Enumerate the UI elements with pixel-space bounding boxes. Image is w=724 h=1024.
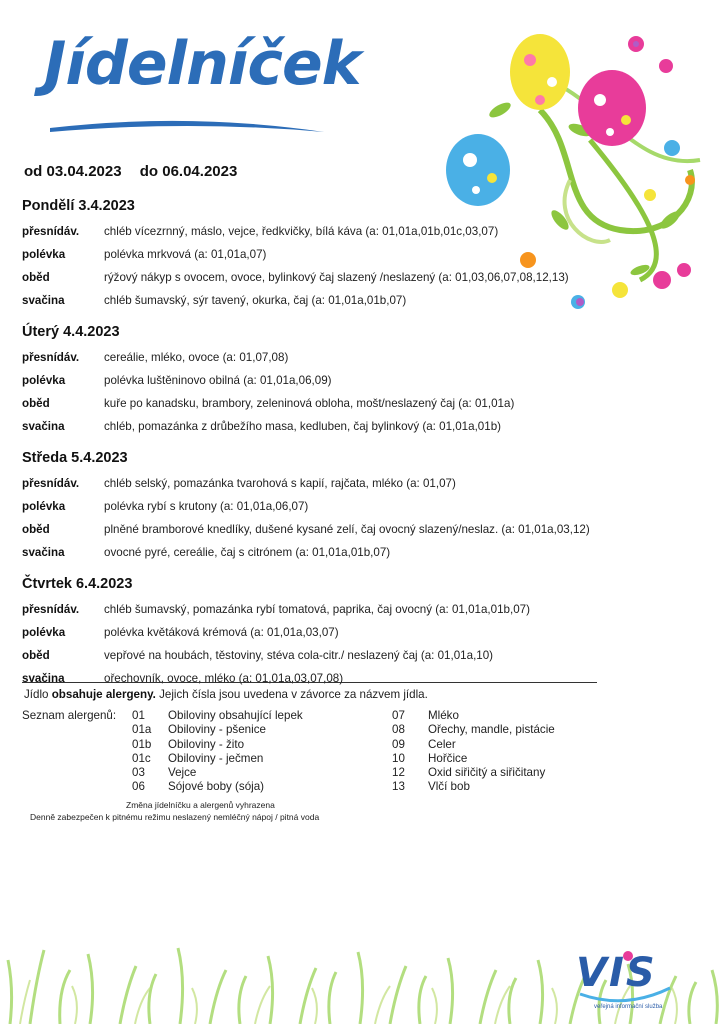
meal-row: [22, 220, 662, 243]
meal-label: oběd: [22, 271, 50, 284]
meal-label: oběd: [22, 649, 50, 662]
meal-label: svačina: [22, 420, 65, 433]
day-wednesday: [22, 448, 662, 564]
allergen-name: Vejce: [168, 766, 197, 780]
meal-label: svačina: [22, 546, 65, 559]
meal-row: [22, 392, 662, 415]
allergen-name: Obiloviny obsahující lepek: [168, 709, 303, 722]
allergen-notice: [24, 688, 428, 701]
date-range: [24, 163, 251, 180]
allergen-item: [392, 766, 555, 780]
allergen-name: Obiloviny - ječmen: [168, 751, 264, 765]
date-from: od 03.04.2023: [24, 163, 122, 180]
allergen-name: Celer: [428, 737, 456, 751]
allergen-name: Obiloviny - pšenice: [168, 723, 266, 737]
meal-label: svačina: [22, 672, 65, 685]
vis-logo-subtitle: veřejná informační služba: [594, 1004, 663, 1010]
notice-suffix: Jejich čísla jsou uvedena v závorce za názvem jídla.: [155, 688, 428, 701]
meal-label: svačina: [22, 294, 65, 307]
day-title: Pondělí 3.4.2023: [22, 198, 135, 214]
allergen-code: 01a: [132, 723, 152, 737]
allergen-code: 03: [132, 766, 145, 780]
allergen-code: 01b: [132, 737, 152, 751]
meal-text: chléb šumavský, sýr tavený, okurka, čaj (a: 01,01a,01b,07): [104, 294, 407, 307]
meal-text: kuře po kanadsku, brambory, zeleninová obloha, mošt/neslazený čaj (a: 01,01a): [104, 397, 515, 410]
allergen-name: Obiloviny - žito: [168, 737, 245, 751]
title-swoosh: [48, 112, 328, 136]
allergen-item: [132, 723, 303, 737]
meal-row: [22, 243, 662, 266]
allergen-name: Vlčí bob: [428, 780, 470, 794]
day-tuesday: [22, 322, 662, 438]
meal-label: přesnídáv.: [22, 603, 80, 616]
day-monday: [22, 196, 662, 312]
meal-label: polévka: [22, 500, 66, 513]
meal-row: [22, 369, 662, 392]
allergen-item: [392, 709, 555, 723]
allergen-list-label: Seznam alergenů:: [22, 709, 117, 722]
notice-prefix: Jídlo: [24, 688, 52, 701]
day-thursday: [22, 574, 662, 690]
meal-row: [22, 415, 662, 438]
meal-row: [22, 598, 662, 621]
allergen-code: 09: [392, 737, 405, 751]
meal-label: polévka: [22, 374, 66, 387]
meal-text: chléb, pomazánka z drůbežího masa, kedluben, čaj bylinkový (a: 01,01a,01b): [104, 420, 502, 433]
meal-text: polévka mrkvová (a: 01,01a,07): [104, 248, 267, 261]
allergen-name: Ořechy, mandle, pistácie: [428, 723, 555, 737]
meal-label: polévka: [22, 248, 66, 261]
notice-bold: obsahuje alergeny.: [51, 688, 156, 701]
meal-label: přesnídáv.: [22, 351, 80, 364]
allergen-code: 07: [392, 709, 405, 722]
meal-row: [22, 644, 662, 667]
allergen-code: 13: [392, 780, 405, 794]
allergen-item: [392, 738, 555, 752]
meal-text: vepřové na houbách, těstoviny, stéva cola-citr./ neslazený čaj (a: 01,01a,10): [104, 649, 494, 662]
meal-row: [22, 472, 662, 495]
meal-row: [22, 495, 662, 518]
day-title: Úterý 4.4.2023: [22, 324, 120, 340]
meal-row: [22, 266, 662, 289]
allergen-item: [392, 780, 555, 794]
date-to: do 06.04.2023: [139, 163, 238, 180]
footnote-change-notice: Změna jídelníčku a alergenů vyhrazena: [126, 800, 275, 810]
meal-text: plněné bramborové knedlíky, dušené kysané zelí, čaj ovocný slazený/neslaz. (a: 01,01a,03,12): [104, 523, 590, 536]
meal-text: polévka květáková krémová (a: 01,01a,03,07): [104, 626, 339, 639]
allergen-name: Oxid siřičitý a siřičitany: [428, 766, 546, 780]
allergen-item: [132, 752, 303, 766]
meal-row: [22, 621, 662, 644]
allergen-code: 08: [392, 723, 405, 737]
page-title: Jídelníček: [44, 29, 361, 99]
meal-text: cereálie, mléko, ovoce (a: 01,07,08): [104, 351, 289, 364]
allergen-item: [132, 709, 303, 723]
meal-row: [22, 541, 662, 564]
allergen-code: 06: [132, 780, 145, 794]
allergen-item: [132, 766, 303, 780]
allergen-code: 01c: [132, 751, 151, 765]
vis-logo-text: VIS: [576, 950, 657, 996]
allergen-name: Hořčice: [428, 751, 468, 765]
meal-label: přesnídáv.: [22, 477, 80, 490]
allergen-item: [392, 752, 555, 766]
meal-text: polévka luštěninovo obilná (a: 01,01a,06,09): [104, 374, 332, 387]
day-title: Středa 5.4.2023: [22, 450, 128, 466]
allergen-code: 01: [132, 709, 145, 722]
meal-label: oběd: [22, 523, 50, 536]
meal-text: rýžový nákyp s ovocem, ovoce, bylinkový čaj slazený /neslazený (a: 01,03,06,07,08,12,13): [104, 271, 569, 284]
allergen-item: [392, 723, 555, 737]
meal-label: oběd: [22, 397, 50, 410]
meal-text: chléb selský, pomazánka tvarohová s kapií, rajčata, mléko (a: 01,07): [104, 477, 456, 490]
footnote-drinking-regime: Denně zabezpečen k pitnému režimu neslazený nemléčný nápoj / pitná voda: [30, 812, 320, 822]
allergen-list-right: [392, 709, 555, 795]
meal-text: chléb šumavský, pomazánka rybí tomatová, paprika, čaj ovocný (a: 01,01a,01b,07): [104, 603, 530, 616]
meal-text: polévka rybí s krutony (a: 01,01a,06,07): [104, 500, 309, 513]
allergen-item: [132, 780, 303, 794]
meal-row: [22, 518, 662, 541]
meal-row: [22, 346, 662, 369]
allergen-name: Mléko: [428, 709, 459, 722]
meal-label: přesnídáv.: [22, 225, 80, 238]
meal-row: [22, 667, 662, 690]
meal-text: ovocné pyré, cereálie, čaj s citrónem (a: 01,01a,01b,07): [104, 546, 391, 559]
allergen-name: Sójové boby (sója): [168, 780, 265, 794]
allergen-item: [132, 738, 303, 752]
meal-row: [22, 289, 662, 312]
meal-text: ořechovník, ovoce, mléko (a: 01,01a,03,07,08): [104, 672, 344, 685]
meal-label: polévka: [22, 626, 66, 639]
divider: [22, 682, 597, 683]
allergen-code: 12: [392, 766, 405, 780]
allergen-list-left: [132, 709, 303, 795]
allergen-code: 10: [392, 751, 405, 765]
meal-text: chléb vícezrnný, máslo, vejce, ředkvičky, bílá káva (a: 01,01a,01b,01c,03,07): [104, 225, 499, 238]
weekly-menu: [22, 196, 662, 700]
day-title: Čtvrtek 6.4.2023: [22, 576, 133, 592]
